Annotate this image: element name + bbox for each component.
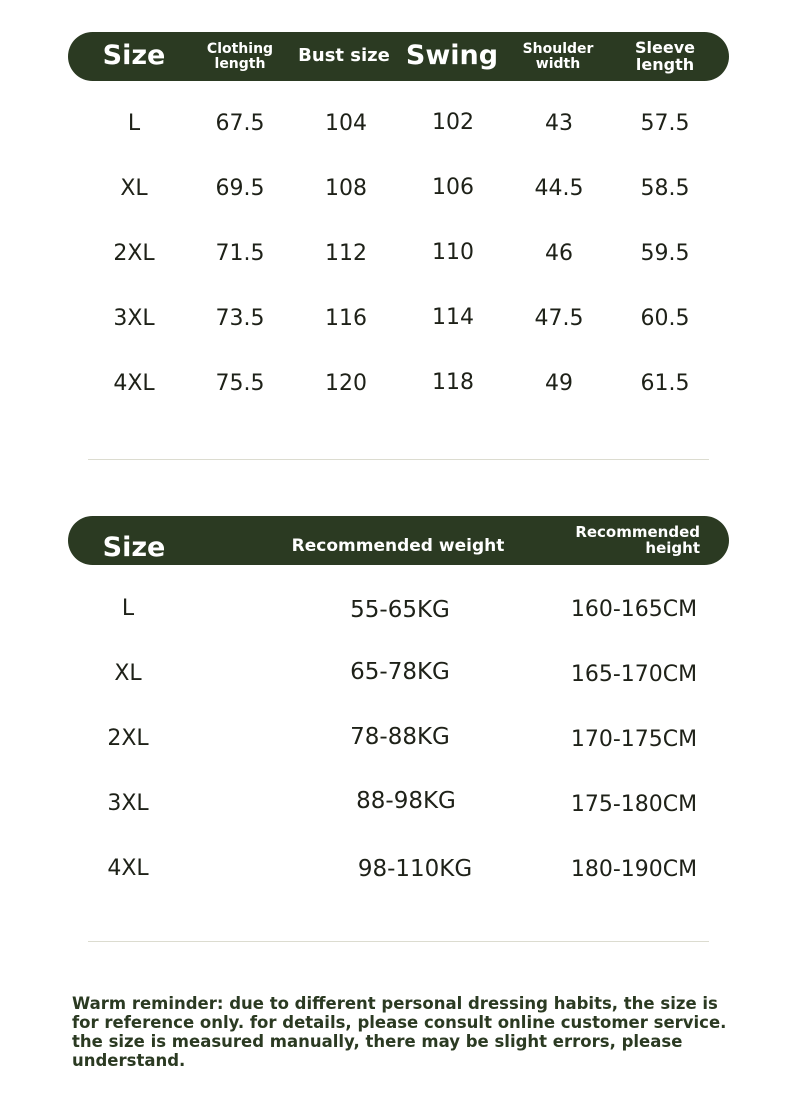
table-cell: 120 [325,371,367,396]
table-cell: 118 [432,370,474,395]
table-cell: 2XL [107,726,149,751]
table-cell: 165-170CM [570,662,698,687]
table-cell: 88-98KG [356,788,456,814]
table-cell: 73.5 [215,306,265,331]
table-cell: 46 [545,241,573,266]
table-cell: 98-110KG [357,856,473,882]
table-cell: 44.5 [534,176,584,201]
table-cell: 116 [325,306,367,331]
table-cell: 108 [325,176,367,201]
table-cell: 69.5 [215,176,265,201]
divider [88,941,709,942]
table-cell: XL [120,176,148,201]
header-bust-size: Bust size [298,45,390,67]
table-cell: 65-78KG [350,659,450,685]
table-cell: L [121,596,135,621]
table-cell: 55-65KG [350,597,450,623]
table-cell: L [127,111,141,136]
table-cell: 106 [432,175,474,200]
table-cell: 102 [432,110,474,135]
table-cell: 67.5 [215,111,265,136]
warm-reminder-note: Warm reminder: due to different personal dressing habits, the size is for reference only. for details, please consult online customer service. the size is measured manually, there may be slight errors, please understand. [72,994,727,1070]
header-size: Size [102,40,166,72]
table-cell: 3XL [113,306,155,331]
table-cell: 4XL [113,371,155,396]
table-cell: 61.5 [640,371,690,396]
table-cell: 170-175CM [570,727,698,752]
table-cell: 175-180CM [570,792,698,817]
table-cell: 47.5 [534,306,584,331]
table-cell: 78-88KG [350,724,450,750]
table-cell: 112 [325,241,367,266]
table-cell: 43 [545,111,573,136]
table-cell: 114 [432,305,474,330]
size-table-header [68,32,729,81]
table-cell: 104 [325,111,367,136]
table-cell: 71.5 [215,241,265,266]
header-shoulder-width: Shoulder width [522,40,594,72]
table-cell: 2XL [113,241,155,266]
table-cell: 110 [432,240,474,265]
table-cell: 180-190CM [570,857,698,882]
table-cell: 59.5 [640,241,690,266]
header-recommended-weight: Recommended weight [291,535,505,556]
table-cell: 49 [545,371,573,396]
divider [88,459,709,460]
recommendation-table-header [68,516,729,565]
table-cell: 58.5 [640,176,690,201]
table-cell: XL [114,661,142,686]
header-clothing-length: Clothing length [206,40,274,72]
table-cell: 60.5 [640,306,690,331]
header-sleeve-length: Sleeve length [635,37,695,74]
header-recommended-height: Recommended height [575,522,700,557]
table-cell: 160-165CM [570,597,698,622]
header-size: Size [102,532,166,564]
table-cell: 4XL [107,856,149,881]
table-cell: 3XL [107,791,149,816]
table-cell: 75.5 [215,371,265,396]
header-swing: Swing [405,40,499,72]
table-cell: 57.5 [640,111,690,136]
